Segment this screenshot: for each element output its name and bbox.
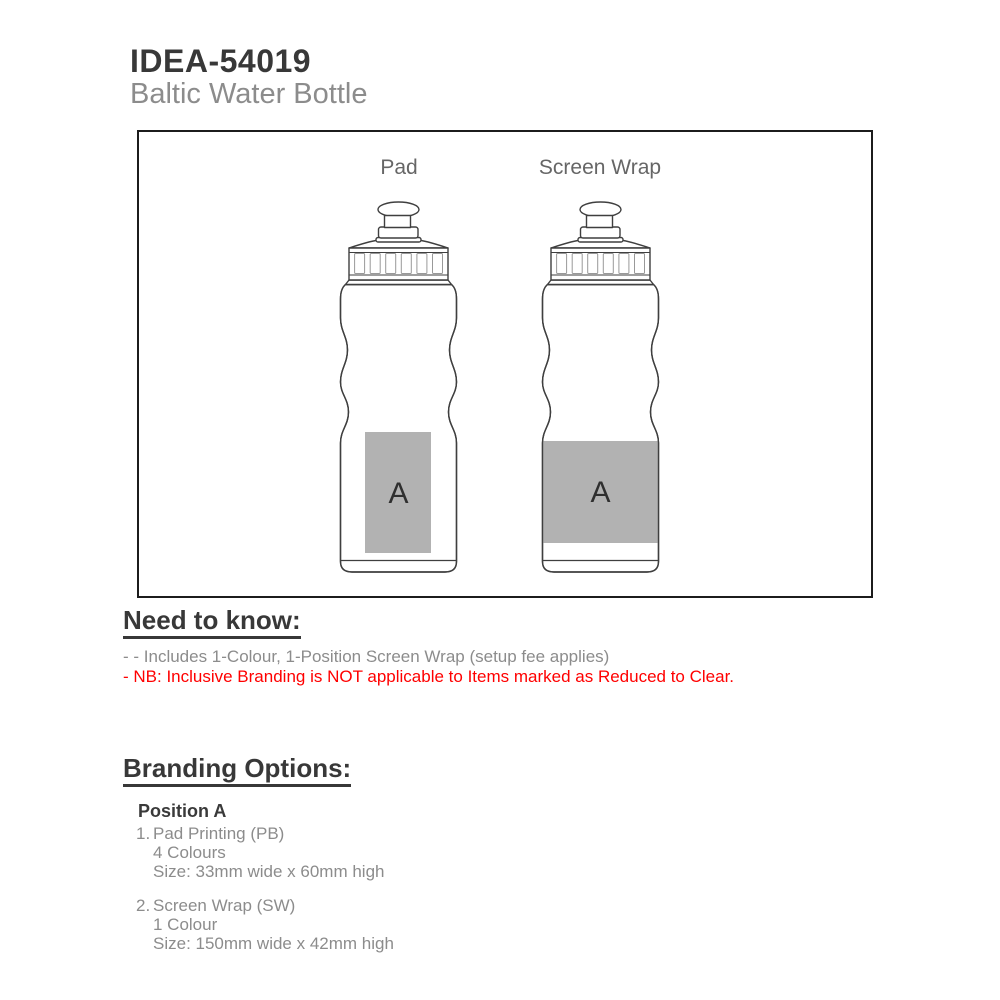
page-header [130, 44, 367, 110]
branding-option-pad-printing [136, 824, 883, 881]
need-to-know-notes [123, 647, 883, 687]
branding-option-screen-wrap [136, 896, 883, 953]
need-to-know-section [123, 606, 883, 687]
note-nb-warning: - NB: Inclusive Branding is NOT applicable to Items marked as Reduced to Clear. [123, 667, 735, 686]
bottle-illustration-screen-wrap [541, 200, 661, 575]
branding-options-heading: Branding Options: [123, 754, 351, 787]
bottle-illustration-pad [339, 200, 459, 575]
cap-knob [580, 202, 621, 217]
bottle-cap [548, 202, 654, 285]
option-size: Size: 150mm wide x 42mm high [153, 934, 394, 953]
cap-knob [378, 202, 419, 217]
option-number: 1. [136, 824, 151, 843]
branding-diagram-box [137, 130, 873, 598]
bottle-label-screen-wrap: Screen Wrap [538, 156, 662, 179]
branding-options-section [123, 754, 883, 953]
option-name: Pad Printing (PB) [153, 824, 285, 843]
product-code-title: IDEA-54019 [130, 43, 312, 79]
print-position-letter: A [590, 476, 611, 509]
bottle-cap [346, 202, 452, 285]
option-size: Size: 33mm wide x 60mm high [153, 862, 385, 881]
option-colours: 1 Colour [153, 915, 218, 934]
print-position-letter: A [388, 477, 409, 510]
position-a-heading: Position A [138, 801, 227, 821]
branding-options-list [136, 824, 883, 953]
need-to-know-heading: Need to know: [123, 606, 301, 639]
bottle-label-pad: Pad [380, 156, 418, 179]
product-name-subtitle: Baltic Water Bottle [130, 78, 368, 110]
option-colours: 4 Colours [153, 843, 226, 862]
option-number: 2. [136, 896, 151, 915]
note-inclusive-branding: - - Includes 1-Colour, 1-Position Screen Wrap (setup fee applies) [123, 647, 610, 666]
option-name: Screen Wrap (SW) [153, 896, 296, 915]
